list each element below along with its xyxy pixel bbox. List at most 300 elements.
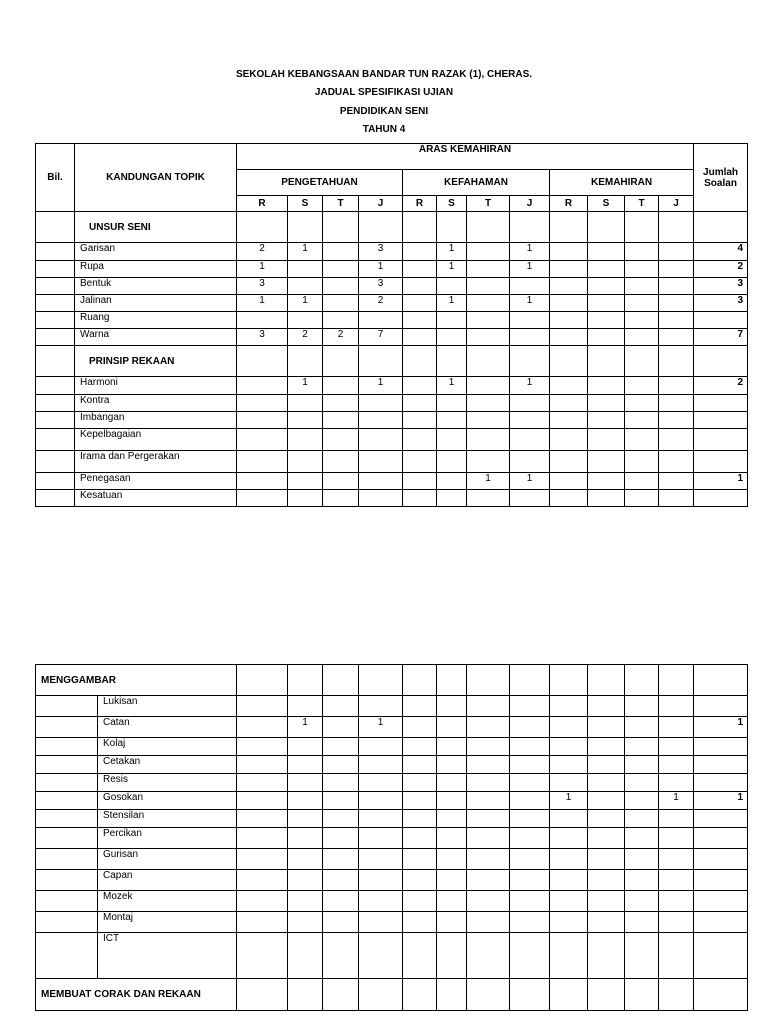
value-cell (288, 412, 323, 429)
bil-cell (36, 933, 98, 979)
value-cell (237, 412, 288, 429)
value-cell (467, 810, 510, 828)
value-cell (288, 490, 323, 507)
value-cell (403, 329, 437, 346)
total-cell: 3 (694, 295, 748, 312)
total-cell (694, 738, 748, 756)
value-cell (437, 717, 467, 738)
value-cell (588, 774, 625, 792)
value-cell (659, 261, 694, 278)
value-cell (237, 810, 288, 828)
section-title: UNSUR SENI (75, 212, 237, 243)
total-cell (694, 870, 748, 891)
empty-cell (694, 665, 748, 696)
value-cell (550, 243, 588, 261)
value-cell (323, 295, 359, 312)
value-cell (510, 870, 550, 891)
value-cell (550, 810, 588, 828)
empty-cell (588, 665, 625, 696)
value-cell (288, 756, 323, 774)
empty-cell (288, 979, 323, 1011)
value-cell (437, 312, 467, 329)
value-cell (437, 849, 467, 870)
value-cell (359, 738, 403, 756)
empty-cell (659, 212, 694, 243)
value-cell (625, 828, 659, 849)
value-cell (323, 870, 359, 891)
value-cell: 1 (510, 473, 550, 490)
value-cell (625, 395, 659, 412)
value-cell (403, 792, 437, 810)
value-cell (510, 717, 550, 738)
bil-cell (36, 429, 75, 451)
value-cell (659, 377, 694, 395)
value-cell (467, 243, 510, 261)
value-cell (550, 395, 588, 412)
empty-cell (237, 979, 288, 1011)
value-cell: 1 (288, 717, 323, 738)
value-cell (403, 717, 437, 738)
empty-cell (237, 346, 288, 377)
table-row (36, 329, 748, 346)
topic-cell: Gurisan (98, 849, 237, 870)
total-cell (694, 429, 748, 451)
bil-cell (36, 473, 75, 490)
section-row (36, 979, 748, 1011)
value-cell (467, 377, 510, 395)
value-cell: 2 (359, 295, 403, 312)
total-cell (694, 891, 748, 912)
value-cell (625, 412, 659, 429)
value-cell (467, 717, 510, 738)
value-cell (550, 891, 588, 912)
topic-cell: Garisan (75, 243, 237, 261)
empty-cell (510, 346, 550, 377)
total-cell: 7 (694, 329, 748, 346)
value-cell (403, 756, 437, 774)
value-cell (323, 828, 359, 849)
value-cell (237, 849, 288, 870)
value-cell (403, 738, 437, 756)
value-cell: 1 (359, 377, 403, 395)
value-cell (625, 870, 659, 891)
value-cell (359, 473, 403, 490)
empty-cell (625, 665, 659, 696)
empty-cell (659, 346, 694, 377)
empty-cell (403, 346, 437, 377)
value-cell (588, 295, 625, 312)
value-cell (403, 891, 437, 912)
level-header-5: S (437, 196, 467, 212)
topic-cell: Penegasan (75, 473, 237, 490)
value-cell (510, 395, 550, 412)
bil-cell (36, 395, 75, 412)
bil-cell (36, 774, 98, 792)
value-cell (550, 278, 588, 295)
empty-cell (323, 665, 359, 696)
total-header (694, 144, 748, 212)
value-cell (437, 774, 467, 792)
value-cell (510, 412, 550, 429)
value-cell (550, 412, 588, 429)
value-cell (403, 451, 437, 473)
value-cell (237, 738, 288, 756)
value-cell (403, 278, 437, 295)
value-cell (359, 891, 403, 912)
value-cell (467, 696, 510, 717)
total-cell (694, 395, 748, 412)
value-cell (437, 738, 467, 756)
value-cell (625, 429, 659, 451)
table-row (36, 295, 748, 312)
topic-cell: Warna (75, 329, 237, 346)
value-cell (467, 329, 510, 346)
value-cell (550, 490, 588, 507)
value-cell (403, 912, 437, 933)
table-row (36, 473, 748, 490)
value-cell: 1 (359, 717, 403, 738)
topic-cell: Mozek (98, 891, 237, 912)
bil-cell (36, 261, 75, 278)
value-cell (625, 810, 659, 828)
value-cell (237, 490, 288, 507)
level-header-2: T (323, 196, 359, 212)
value-cell (467, 395, 510, 412)
value-cell (659, 849, 694, 870)
value-cell (510, 329, 550, 346)
bil-cell (36, 412, 75, 429)
section-bil-cell (36, 346, 75, 377)
topic-cell: Kesatuan (75, 490, 237, 507)
value-cell (467, 312, 510, 329)
topic-cell: Rupa (75, 261, 237, 278)
empty-cell (550, 979, 588, 1011)
value-cell (237, 395, 288, 412)
value-cell (588, 717, 625, 738)
value-cell (467, 261, 510, 278)
empty-cell (467, 979, 510, 1011)
value-cell (659, 870, 694, 891)
table-row (36, 738, 748, 756)
value-cell: 1 (288, 243, 323, 261)
value-cell (288, 312, 323, 329)
value-cell (659, 828, 694, 849)
value-cell (288, 738, 323, 756)
value-cell (323, 243, 359, 261)
value-cell (659, 329, 694, 346)
empty-cell (588, 346, 625, 377)
bil-cell (36, 891, 98, 912)
value-cell (237, 473, 288, 490)
value-cell (237, 792, 288, 810)
value-cell (288, 870, 323, 891)
value-cell (403, 774, 437, 792)
bil-cell (36, 451, 75, 473)
value-cell (625, 329, 659, 346)
value-cell (237, 717, 288, 738)
value-cell (467, 278, 510, 295)
value-cell (323, 717, 359, 738)
empty-cell (694, 346, 748, 377)
group-header-1: KEFAHAMAN (403, 170, 550, 196)
table-row (36, 696, 748, 717)
table-row (36, 312, 748, 329)
value-cell (625, 377, 659, 395)
table-row (36, 810, 748, 828)
value-cell (288, 261, 323, 278)
table-row (36, 261, 748, 278)
value-cell (323, 756, 359, 774)
value-cell: 1 (510, 261, 550, 278)
topic-cell: Stensilan (98, 810, 237, 828)
topic-cell: Capan (98, 870, 237, 891)
bil-cell (36, 810, 98, 828)
section-title: MEMBUAT CORAK DAN REKAAN (36, 979, 237, 1011)
total-cell (694, 451, 748, 473)
table-row (36, 756, 748, 774)
value-cell (288, 792, 323, 810)
value-cell (550, 756, 588, 774)
value-cell (288, 828, 323, 849)
value-cell (550, 473, 588, 490)
value-cell: 2 (237, 243, 288, 261)
level-header-6: T (467, 196, 510, 212)
bil-header: Bil. (36, 144, 75, 212)
value-cell (659, 738, 694, 756)
value-cell: 7 (359, 329, 403, 346)
value-cell (437, 395, 467, 412)
value-cell (323, 912, 359, 933)
empty-cell (659, 665, 694, 696)
value-cell (659, 891, 694, 912)
value-cell (288, 429, 323, 451)
value-cell (237, 891, 288, 912)
value-cell (359, 792, 403, 810)
value-cell (403, 312, 437, 329)
table-row (36, 849, 748, 870)
value-cell (403, 395, 437, 412)
empty-cell (659, 979, 694, 1011)
value-cell (588, 738, 625, 756)
topic-cell: Resis (98, 774, 237, 792)
empty-cell (288, 212, 323, 243)
value-cell (659, 696, 694, 717)
value-cell (625, 261, 659, 278)
value-cell (588, 395, 625, 412)
value-cell (659, 295, 694, 312)
value-cell (510, 429, 550, 451)
value-cell (659, 490, 694, 507)
topic-cell: Montaj (98, 912, 237, 933)
value-cell (359, 451, 403, 473)
value-cell (437, 933, 467, 979)
empty-cell (288, 346, 323, 377)
value-cell (625, 912, 659, 933)
value-cell (550, 295, 588, 312)
value-cell (359, 849, 403, 870)
value-cell (550, 429, 588, 451)
value-cell (237, 912, 288, 933)
value-cell (625, 717, 659, 738)
value-cell (359, 429, 403, 451)
value-cell (323, 473, 359, 490)
empty-cell (403, 979, 437, 1011)
document-title: JADUAL SPESIFIKASI UJIAN (314, 87, 454, 98)
empty-cell (323, 979, 359, 1011)
value-cell (323, 849, 359, 870)
value-cell (588, 312, 625, 329)
value-cell (588, 473, 625, 490)
topic-cell: Imbangan (75, 412, 237, 429)
section-row (36, 665, 748, 696)
value-cell (510, 696, 550, 717)
value-cell (550, 312, 588, 329)
topic-cell: Cetakan (98, 756, 237, 774)
value-cell (359, 490, 403, 507)
value-cell (467, 933, 510, 979)
value-cell: 2 (323, 329, 359, 346)
empty-cell (437, 346, 467, 377)
value-cell (510, 451, 550, 473)
topic-cell: Harmoni (75, 377, 237, 395)
bil-cell (36, 490, 75, 507)
value-cell (659, 412, 694, 429)
value-cell (237, 429, 288, 451)
level-header-10: T (625, 196, 659, 212)
value-cell (359, 312, 403, 329)
level-header-9: S (588, 196, 625, 212)
total-cell: 1 (694, 473, 748, 490)
value-cell (288, 933, 323, 979)
value-cell (323, 738, 359, 756)
value-cell (403, 810, 437, 828)
value-cell (659, 312, 694, 329)
level-header-7: J (510, 196, 550, 212)
level-header-11: J (659, 196, 694, 212)
empty-cell (625, 212, 659, 243)
value-cell (403, 377, 437, 395)
value-cell (288, 473, 323, 490)
value-cell (510, 774, 550, 792)
topic-cell: Kolaj (98, 738, 237, 756)
bil-cell (36, 849, 98, 870)
value-cell (403, 933, 437, 979)
empty-cell (359, 346, 403, 377)
value-cell: 1 (437, 377, 467, 395)
value-cell (625, 312, 659, 329)
value-cell (588, 696, 625, 717)
empty-cell (467, 665, 510, 696)
value-cell (403, 828, 437, 849)
table-row (36, 278, 748, 295)
value-cell: 1 (659, 792, 694, 810)
empty-cell (237, 212, 288, 243)
value-cell (588, 278, 625, 295)
value-cell (625, 451, 659, 473)
table-row (36, 717, 748, 738)
table-row (36, 828, 748, 849)
table-row (36, 243, 748, 261)
bil-cell (36, 756, 98, 774)
value-cell: 3 (359, 278, 403, 295)
value-cell (588, 412, 625, 429)
value-cell: 1 (467, 473, 510, 490)
value-cell (467, 738, 510, 756)
value-cell (510, 278, 550, 295)
value-cell (403, 412, 437, 429)
value-cell: 1 (237, 295, 288, 312)
empty-cell (625, 346, 659, 377)
value-cell (550, 870, 588, 891)
value-cell (550, 329, 588, 346)
value-cell (237, 756, 288, 774)
value-cell (625, 278, 659, 295)
value-cell (437, 891, 467, 912)
value-cell (588, 490, 625, 507)
table-row (36, 377, 748, 395)
empty-cell (550, 212, 588, 243)
value-cell (323, 312, 359, 329)
value-cell (588, 810, 625, 828)
value-cell (437, 473, 467, 490)
value-cell (588, 792, 625, 810)
level-header-4: R (403, 196, 437, 212)
value-cell (588, 377, 625, 395)
table-row (36, 429, 748, 451)
value-cell: 3 (237, 329, 288, 346)
total-cell (694, 849, 748, 870)
value-cell (403, 295, 437, 312)
total-cell: 3 (694, 278, 748, 295)
value-cell (467, 792, 510, 810)
empty-cell (467, 212, 510, 243)
value-cell: 1 (510, 243, 550, 261)
aras-header: ARAS KEMAHIRAN (237, 144, 694, 170)
value-cell (288, 278, 323, 295)
bil-cell (36, 696, 98, 717)
value-cell (550, 738, 588, 756)
table-row (36, 490, 748, 507)
value-cell (403, 429, 437, 451)
value-cell (550, 828, 588, 849)
value-cell (359, 756, 403, 774)
section-bil-cell (36, 212, 75, 243)
value-cell (237, 696, 288, 717)
value-cell (437, 412, 467, 429)
year-title: TAHUN 4 (362, 124, 406, 135)
value-cell (403, 473, 437, 490)
empty-cell (323, 212, 359, 243)
value-cell (359, 774, 403, 792)
value-cell (659, 243, 694, 261)
value-cell (403, 849, 437, 870)
empty-cell (694, 979, 748, 1011)
value-cell (359, 912, 403, 933)
specification-table-1 (35, 143, 748, 507)
section-row (36, 212, 748, 243)
table-row (36, 792, 748, 810)
section-row (36, 346, 748, 377)
value-cell (237, 451, 288, 473)
value-cell: 3 (359, 243, 403, 261)
value-cell (625, 849, 659, 870)
empty-cell (467, 346, 510, 377)
value-cell (437, 329, 467, 346)
value-cell (288, 891, 323, 912)
value-cell (437, 451, 467, 473)
group-header-0: PENGETAHUAN (237, 170, 403, 196)
value-cell (437, 912, 467, 933)
